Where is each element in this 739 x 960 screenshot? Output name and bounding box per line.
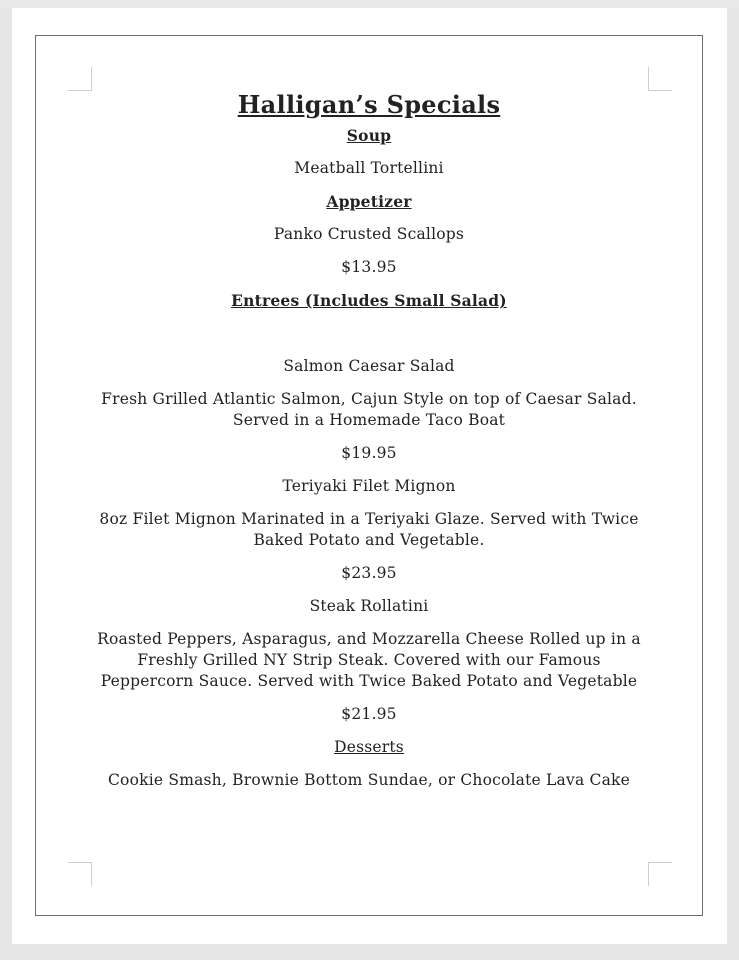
entrees-heading: Entrees (Includes Small Salad) (231, 291, 507, 310)
document-page (12, 8, 727, 944)
entree-description: 8oz Filet Mignon Marinated in a Teriyaki Glaze. Served with Twice Baked Potato and Vegetable. (99, 510, 639, 549)
margin-corner-mark (648, 862, 672, 886)
entree-name: Salmon Caesar Salad (283, 357, 455, 375)
margin-corner-mark (68, 862, 92, 886)
appetizer-price: $13.95 (341, 258, 397, 276)
desserts-item: Cookie Smash, Brownie Bottom Sundae, or Chocolate Lava Cake (108, 771, 630, 789)
viewer-top-bar (0, 0, 739, 8)
entree-description: Roasted Peppers, Asparagus, and Mozzarella Cheese Rolled up in a Freshly Grilled NY Strip Steak. Covered with our Famous Peppercorn Sauce. Served with Twice Baked Potato and Vegetable (97, 630, 641, 690)
appetizer-heading: Appetizer (326, 192, 412, 211)
entree-description: Fresh Grilled Atlantic Salmon, Cajun Style on top of Caesar Salad. Served in a Homemade Taco Boat (101, 390, 637, 429)
soup-item: Meatball Tortellini (294, 159, 444, 177)
entree-name: Teriyaki Filet Mignon (282, 477, 456, 495)
soup-heading: Soup (346, 126, 392, 145)
entree-price: $21.95 (341, 705, 397, 723)
entree-price: $23.95 (341, 564, 397, 582)
entree-price: $19.95 (341, 444, 397, 462)
menu-content (35, 88, 703, 791)
desserts-heading: Desserts (334, 738, 404, 756)
entree-name: Steak Rollatini (309, 597, 429, 615)
menu-title: Halligan’s Specials (237, 90, 501, 119)
appetizer-item: Panko Crusted Scallops (273, 225, 465, 243)
